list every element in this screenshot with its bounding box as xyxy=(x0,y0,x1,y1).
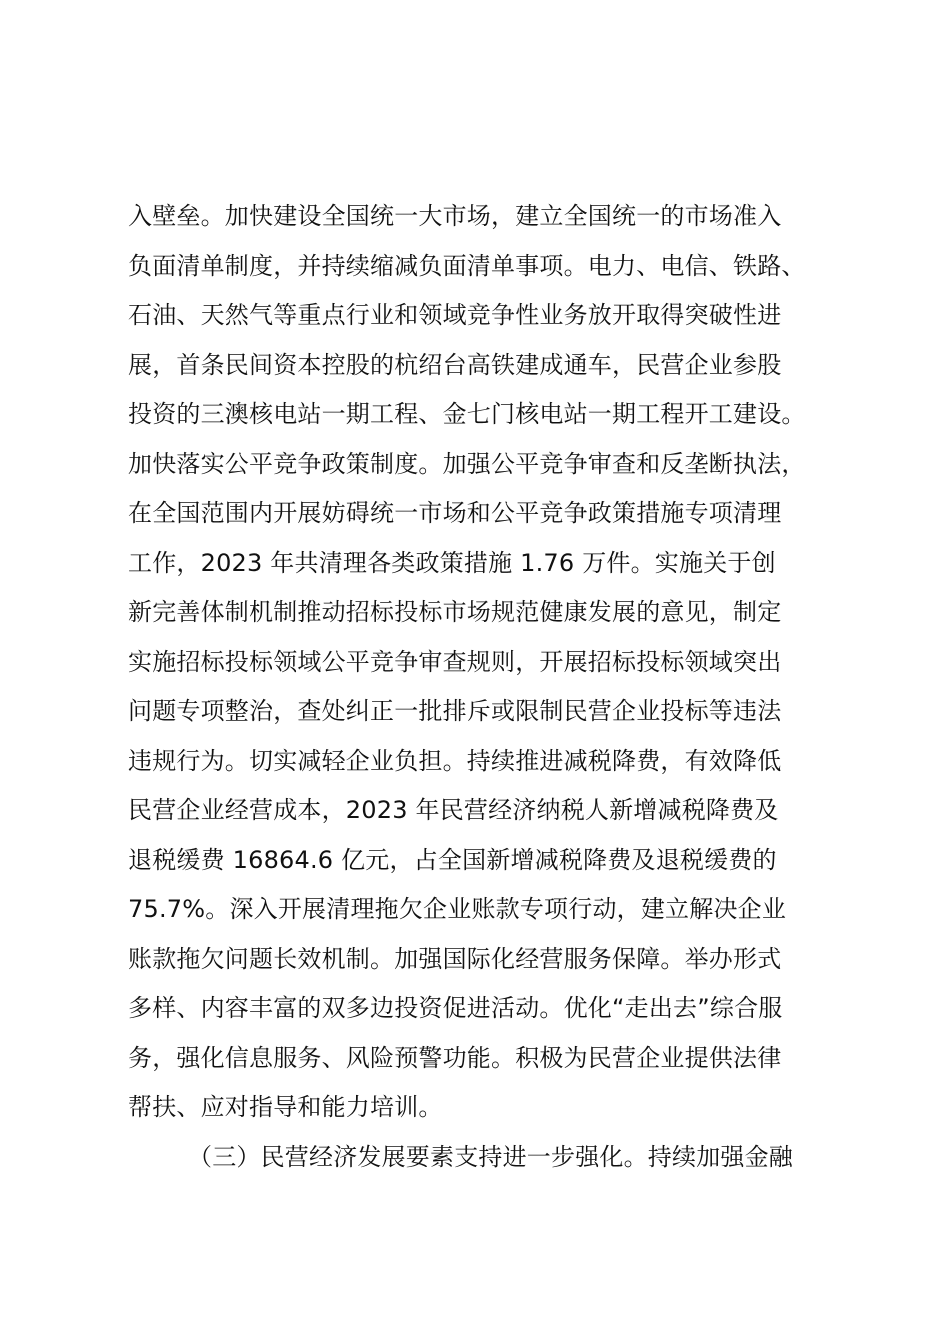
text-line: 投资的三澳核电站一期工程、金七门核电站一期工程开工建设。 xyxy=(128,400,806,428)
section-heading-line: （三）民营经济发展要素支持进一步强化。持续加强金融 xyxy=(188,1142,793,1171)
text-line: 加快落实公平竞争政策制度。加强公平竞争审查和反垄断执法， xyxy=(128,449,806,478)
text-line: 问题专项整治，查处纠正一批排斥或限制民营企业投标等违法 xyxy=(128,697,782,725)
text-line: 务，强化信息服务、风险预警功能。积极为民营企业提供法律 xyxy=(128,1043,782,1072)
text-line: 账款拖欠问题长效机制。加强国际化经营服务保障。举办形式 xyxy=(128,944,782,973)
text-line: 展，首条民间资本控股的杭绍台高铁建成通车，民营企业参股 xyxy=(128,350,782,379)
text-line: 石油、天然气等重点行业和领域竞争性业务放开取得突破性进 xyxy=(128,301,782,329)
text-line: 新完善体制机制推动招标投标市场规范健康发展的意见，制定 xyxy=(128,598,782,626)
text-line: 实施招标投标领域公平竞争审查规则，开展招标投标领域突出 xyxy=(128,647,782,676)
text-line: 工作，2023 年共清理各类政策措施 1.76 万件。实施关于创 xyxy=(128,548,776,577)
text-line: 在全国范围内开展妨碍统一市场和公平竞争政策措施专项清理 xyxy=(128,499,782,527)
text-line: 75.7%。深入开展清理拖欠企业账款专项行动，建立解决企业 xyxy=(128,895,787,923)
text-line: 退税缓费 16864.6 亿元，占全国新增减税降费及退税缓费的 xyxy=(128,845,777,874)
text-line: 帮扶、应对指导和能力培训。 xyxy=(128,1093,443,1121)
text-line: 多样、内容丰富的双多边投资促进活动。优化“走出去”综合服 xyxy=(128,994,783,1022)
body-text xyxy=(128,192,868,1182)
text-line: 负面清单制度，并持续缩减负面清单事项。电力、电信、铁路、 xyxy=(128,251,806,280)
text-line: 入壁垒。加快建设全国统一大市场，建立全国统一的市场准入 xyxy=(128,202,782,230)
text-line: 民营企业经营成本，2023 年民营经济纳税人新增减税降费及 xyxy=(128,796,779,824)
text-line: 违规行为。切实减轻企业负担。持续推进减税降费，有效降低 xyxy=(128,746,782,775)
